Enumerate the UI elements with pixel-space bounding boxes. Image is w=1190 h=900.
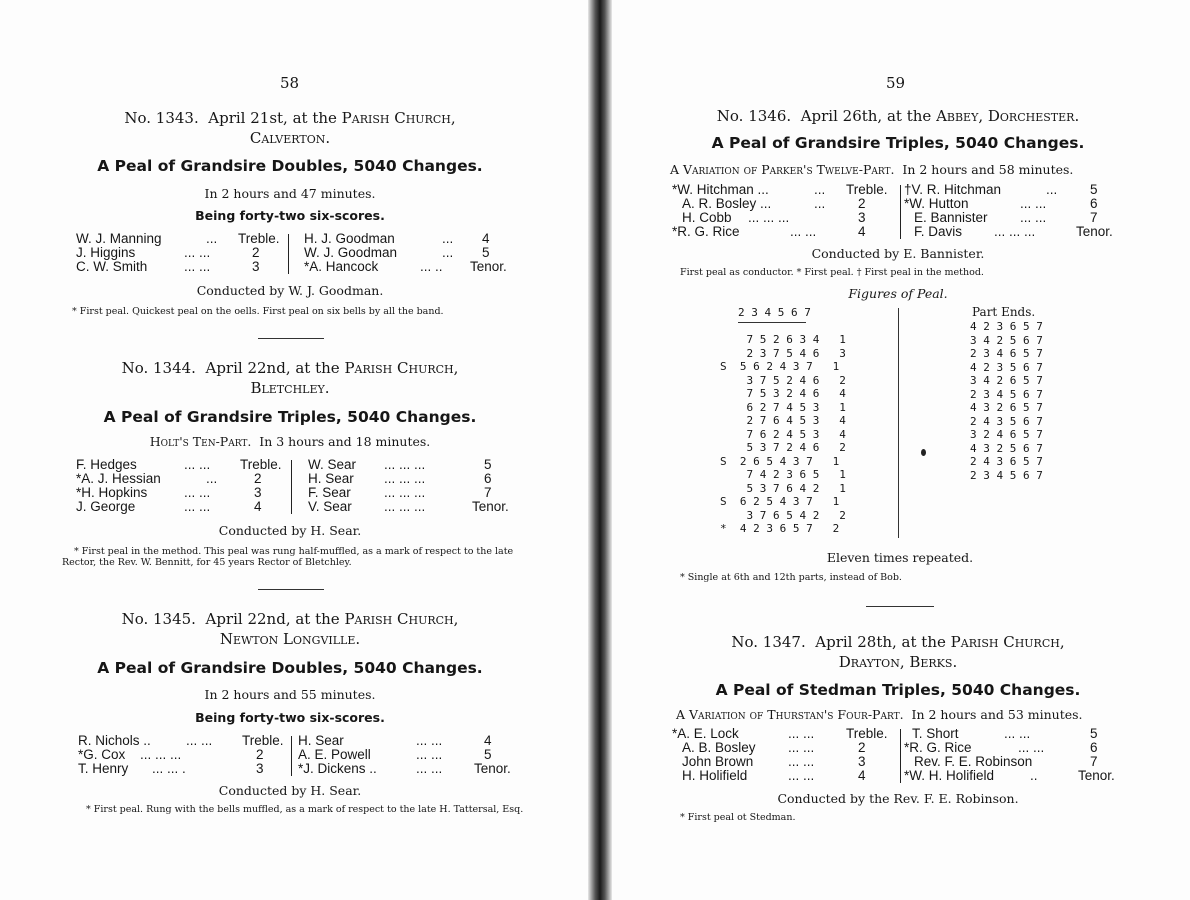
figure-row: 7 4 2 3 6 5 1 xyxy=(720,468,846,481)
peal-town: Bletchley. xyxy=(250,379,330,397)
footnote: * First peal. Rung with the bells muffled, as a mark of respect to the late H. Tattersal, Esq. xyxy=(86,804,524,815)
peal-title: A Peal of Grandsire Triples, 5040 Changes. xyxy=(103,408,477,426)
ringer-row: F. Hedges ... ... Treble. xyxy=(76,457,282,472)
figure-row: 2 7 6 4 5 3 4 xyxy=(720,414,846,427)
peal-place: Parish Church, xyxy=(950,633,1065,651)
ringer-row: A. R. Bosley ... ... 2 xyxy=(682,196,866,211)
figures-divider xyxy=(898,308,899,538)
ringer-row: *G. Cox ... ... ... 2 xyxy=(78,747,264,762)
peal-place: Parish Church, xyxy=(341,109,456,127)
figures-header: 2 3 4 5 6 7 xyxy=(738,306,811,319)
page-number-left: 58 xyxy=(280,74,300,92)
figure-row: * 4 2 3 6 5 7 2 xyxy=(720,522,840,535)
conducted-by: Conducted by H. Sear. xyxy=(218,783,362,798)
part-ends-title: Part Ends. xyxy=(972,305,1036,319)
figure-row: 7 5 3 2 4 6 4 xyxy=(720,387,846,400)
part-end-row: 4 2 3 6 5 7 xyxy=(970,320,1043,333)
peal-date: April 26th, at the xyxy=(800,107,932,125)
peal-town: Calverton. xyxy=(249,129,331,147)
ringer-row: W. Sear ... ... ... 5 xyxy=(308,457,492,472)
ringer-row: J. Higgins ... ... 2 xyxy=(76,245,260,260)
ringer-row: A. E. Powell ... ... 5 xyxy=(298,747,492,762)
peal-time: In 2 hours and 55 minutes. xyxy=(204,687,376,702)
ringer-row: *W. Hutton ... ... 6 xyxy=(904,196,1098,211)
peal-1347-header xyxy=(668,632,1128,672)
ringer-row: *W. Hitchman ... ... Treble. xyxy=(672,182,888,197)
band-1343 xyxy=(76,232,516,276)
ringer-row: H. Sear ... ... ... 6 xyxy=(308,471,492,486)
peal-time: Holt's Ten-Part. In 3 hours and 18 minutes. xyxy=(149,434,431,449)
figure-row: 3 7 6 5 4 2 2 xyxy=(720,508,846,522)
peal-place: Parish Church, xyxy=(344,359,459,377)
ringer-row: *W. H. Holifield .. Tenor. xyxy=(904,768,1115,783)
ringer-row: John Brown ... ... 3 xyxy=(682,754,866,769)
figure-row: 5 3 7 2 4 6 2 xyxy=(720,441,846,454)
peal-note: Being forty-two six-scores. xyxy=(195,710,385,725)
divider-rule xyxy=(866,606,934,607)
peal-date: April 22nd, at the xyxy=(205,610,340,628)
peal-date: April 28th, at the xyxy=(815,633,946,651)
ringer-row: *A. Hancock ... .. Tenor. xyxy=(304,259,507,274)
peal-number: No. 1343. xyxy=(124,109,199,127)
footnote: * First peal in the method. This peal was rung half-muffled, as a mark of respect to the late Rector, the Rev. W. Bennitt, for 45 years Rector of Bletchley. xyxy=(62,546,514,568)
column-divider xyxy=(288,234,289,274)
ringer-row: W. J. Manning ... Treble. xyxy=(76,231,280,246)
ringer-row: *A. E. Lock ... ... Treble. xyxy=(672,726,888,741)
band-1346 xyxy=(672,183,1122,241)
ringer-row: H. Sear ... ... 4 xyxy=(298,733,492,748)
ringer-row: *R. G. Rice ... ... 4 xyxy=(672,224,866,239)
peal-1345-header xyxy=(60,609,520,649)
ringer-row: *J. Dickens .. ... ... Tenor. xyxy=(298,761,511,776)
ringer-row: F. Sear ... ... ... 7 xyxy=(308,485,492,500)
page-number-right: 59 xyxy=(886,74,906,92)
peal-place: Parish Church, xyxy=(344,610,459,628)
peal-place: Abbey, Dorchester. xyxy=(936,107,1080,125)
band-1344 xyxy=(76,458,516,516)
part-end-row: 4 3 2 6 5 7 xyxy=(970,401,1043,414)
footnote: * First peal ot Stedman. xyxy=(680,812,796,823)
ringer-row: A. B. Bosley ... ... 2 xyxy=(682,740,866,755)
conducted-by: Conducted by H. Sear. xyxy=(218,523,362,538)
ringer-row: H. Holifield ... ... 4 xyxy=(682,768,866,783)
ringer-row: R. Nichols .. ... ... Treble. xyxy=(78,733,284,748)
peal-time: A Variation of Thurstan's Four-Part. In 2 hours and 53 minutes. xyxy=(676,707,1083,722)
band-1347 xyxy=(672,727,1122,785)
figures-rows xyxy=(720,333,846,536)
part-ends xyxy=(970,320,1043,482)
footnote: * First peal. Quickest peal on the oells. First peal on six bells by all the band. xyxy=(72,306,444,317)
divider-rule xyxy=(258,338,324,339)
ringer-row: *A. J. Hessian ... 2 xyxy=(76,471,262,486)
peal-1344-header xyxy=(60,358,520,398)
peal-town: Drayton, Berks. xyxy=(838,653,958,671)
ringer-row: J. George ... ... 4 xyxy=(76,499,262,514)
part-end-row: 2 3 4 5 6 7 xyxy=(970,468,1043,482)
peal-number: No. 1346. xyxy=(716,107,792,125)
peal-1346-header xyxy=(668,106,1128,126)
conducted-by: Conducted by W. J. Goodman. xyxy=(196,283,384,298)
peal-time: A Variation of Parker's Twelve-Part. In 2 hours and 58 minutes. xyxy=(670,162,1074,177)
figures-title: Figures of Peal. xyxy=(848,286,948,301)
footnote: First peal as conductor. * First peal. † First peal in the method. xyxy=(680,267,984,278)
band-1345 xyxy=(78,734,518,778)
peal-title: A Peal of Grandsire Triples, 5040 Changes. xyxy=(711,134,1085,152)
part-end-row: 2 4 3 6 5 7 xyxy=(970,455,1043,468)
book-gutter xyxy=(588,0,612,900)
figure-row: 5 3 7 6 4 2 1 xyxy=(720,481,846,495)
column-divider xyxy=(900,729,901,783)
part-end-row: 3 4 2 6 5 7 xyxy=(970,374,1043,387)
peal-note: Being forty-two six-scores. xyxy=(195,208,385,223)
figure-row: S 6 2 5 4 3 7 1 xyxy=(720,495,840,508)
ringer-row: E. Bannister ... ... 7 xyxy=(914,210,1098,225)
column-divider xyxy=(291,460,292,514)
figures-header-rule xyxy=(738,322,806,323)
ringer-row: *H. Hopkins ... ... 3 xyxy=(76,485,262,500)
ringer-row: H. J. Goodman ... 4 xyxy=(304,231,490,246)
ringer-row: W. J. Goodman ... 5 xyxy=(304,245,490,260)
part-end-row: 4 2 3 5 6 7 xyxy=(970,360,1043,374)
column-divider xyxy=(900,185,901,239)
ringer-row: F. Davis ... ... ... Tenor. xyxy=(914,224,1113,239)
peal-number: No. 1344. xyxy=(121,359,196,377)
column-divider xyxy=(291,736,292,776)
figure-row: 3 7 5 2 4 6 2 xyxy=(720,373,846,387)
peal-title: A Peal of Grandsire Doubles, 5040 Changes. xyxy=(97,659,483,677)
conducted-by: Conducted by the Rev. F. E. Robinson. xyxy=(777,791,1019,806)
ringer-row: V. Sear ... ... ... Tenor. xyxy=(308,499,509,514)
peal-time: In 2 hours and 47 minutes. xyxy=(204,186,376,201)
figure-row: 7 6 2 4 5 3 4 xyxy=(720,427,846,441)
ringer-row: Rev. F. E. Robinson 7 xyxy=(914,754,1098,769)
part-end-row: 3 4 2 5 6 7 xyxy=(970,333,1043,347)
ringer-row: †V. R. Hitchman ... 5 xyxy=(904,182,1098,197)
divider-rule xyxy=(258,589,324,590)
part-end-row: 3 2 4 6 5 7 xyxy=(970,428,1043,441)
part-end-row: 2 4 3 5 6 7 xyxy=(970,414,1043,428)
peal-number: No. 1347. xyxy=(731,633,806,651)
ringer-row: H. Cobb ... ... ... 3 xyxy=(682,210,866,225)
ringer-row: C. W. Smith ... ... 3 xyxy=(76,259,260,274)
repeated-note: Eleven times repeated. xyxy=(826,550,974,565)
peal-number: No. 1345. xyxy=(121,610,196,628)
ringer-row: *R. G. Rice ... ... 6 xyxy=(904,740,1098,755)
ink-dot xyxy=(921,449,926,456)
part-end-row: 4 3 2 5 6 7 xyxy=(970,441,1043,455)
conducted-by: Conducted by E. Bannister. xyxy=(811,246,985,261)
part-end-row: 2 3 4 6 5 7 xyxy=(970,347,1043,360)
peal-title: A Peal of Grandsire Doubles, 5040 Changes. xyxy=(97,157,483,175)
peal-date: April 21st, at the xyxy=(208,109,337,127)
peal-title: A Peal of Stedman Triples, 5040 Changes. xyxy=(715,681,1081,699)
figure-row: S 2 6 5 4 3 7 1 xyxy=(720,454,840,468)
figure-row: 2 3 7 5 4 6 3 xyxy=(720,346,846,360)
part-end-row: 2 3 4 5 6 7 xyxy=(970,387,1043,401)
peal-date: April 22nd, at the xyxy=(205,359,340,377)
figure-row: 7 5 2 6 3 4 1 xyxy=(720,333,846,346)
ringer-row: T. Henry ... ... . 3 xyxy=(78,761,264,776)
ringer-row: T. Short ... ... 5 xyxy=(912,726,1098,741)
single-note: * Single at 6th and 12th parts, instead of Bob. xyxy=(680,572,902,583)
peal-town: Newton Longville. xyxy=(219,630,361,648)
figure-row: 6 2 7 4 5 3 1 xyxy=(720,400,846,414)
figure-row: S 5 6 2 4 3 7 1 xyxy=(720,360,840,373)
peal-1343-header xyxy=(60,108,520,148)
